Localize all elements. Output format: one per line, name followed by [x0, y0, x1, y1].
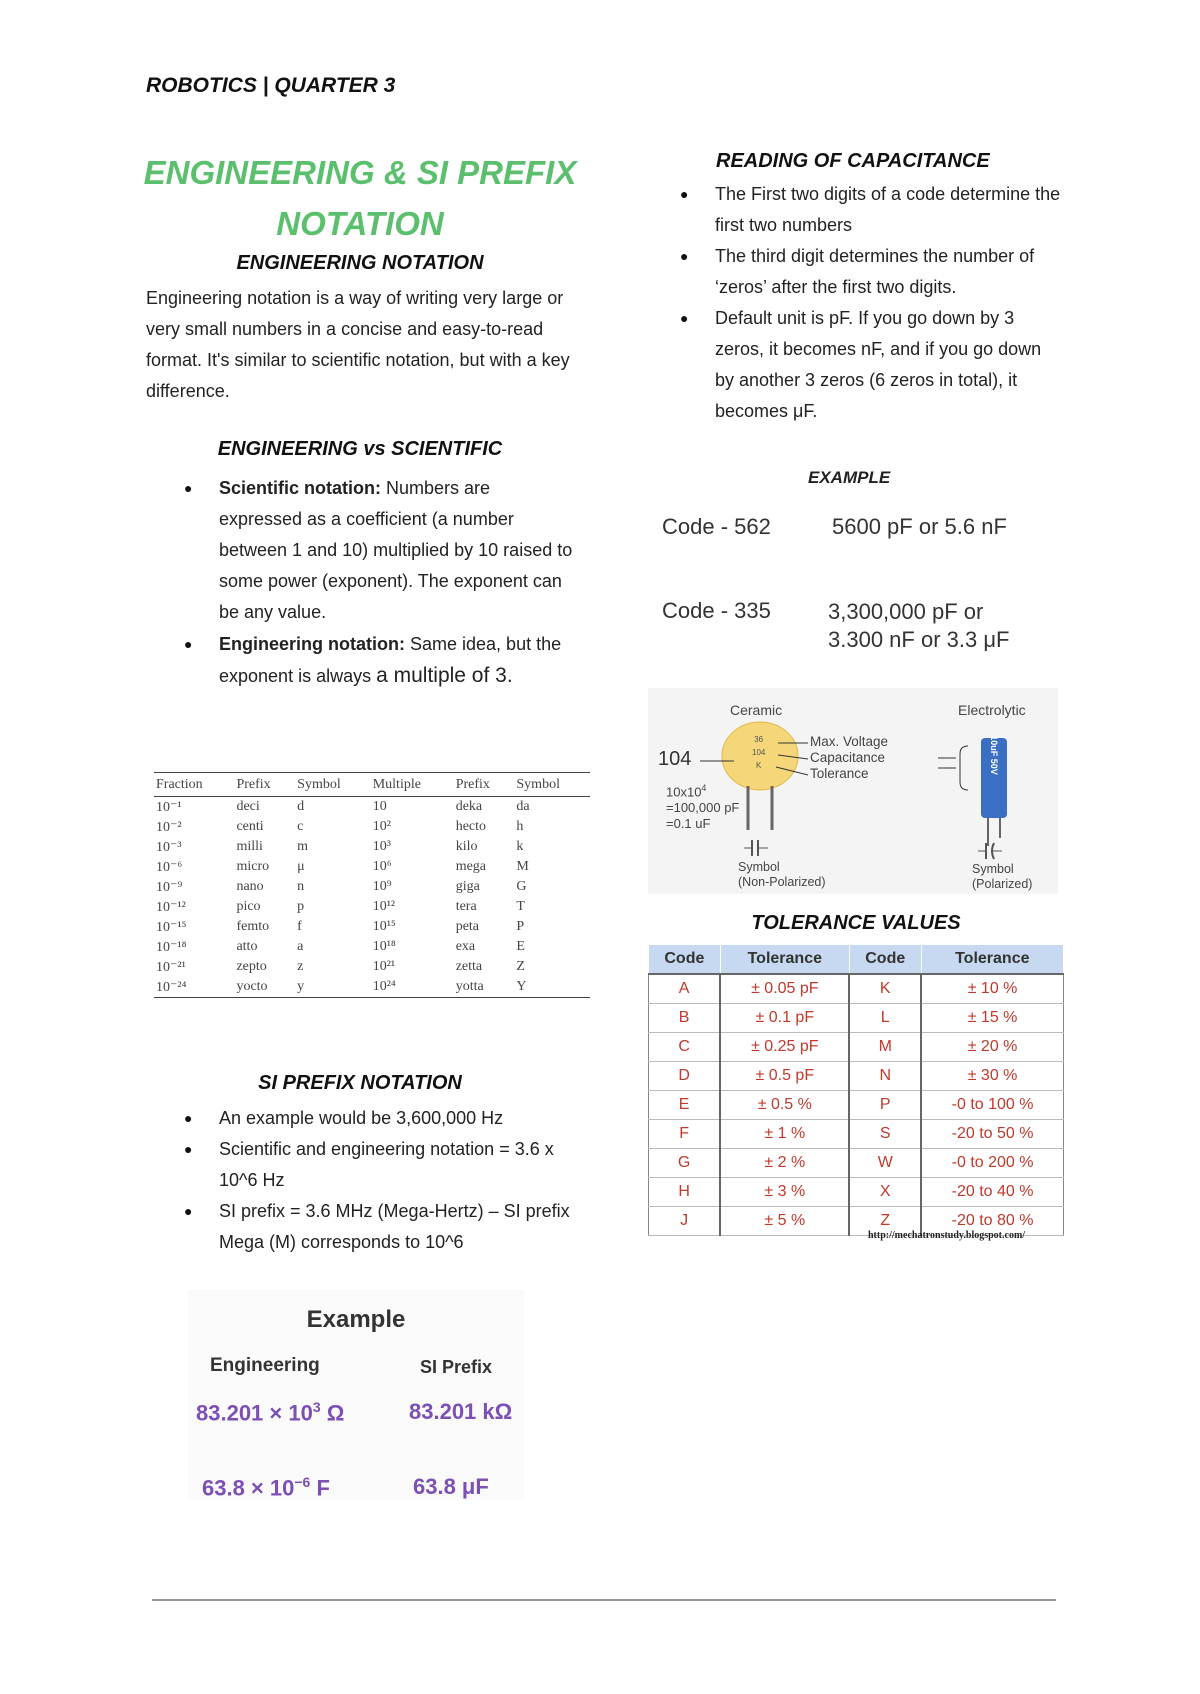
electrolytic-label: Electrolytic [958, 702, 1026, 718]
prefix-table-cell: kilo [455, 839, 478, 854]
prefix-table-cell: 10¹² [372, 899, 396, 914]
vs-item-bold: Engineering notation: [219, 634, 405, 654]
cap-code-1: Code - 562 [662, 514, 771, 539]
table-row [154, 897, 590, 917]
tolerance-table-cell: ± 3 % [720, 1178, 849, 1207]
prefix-table-cell: m [297, 839, 309, 854]
tolerance-table-cell: -20 to 80 % [921, 1207, 1063, 1236]
cap-list [715, 179, 1065, 427]
prefix-table-cell: 10³ [372, 839, 391, 854]
disc-marking: K [756, 761, 762, 770]
main-title [140, 147, 580, 249]
footer-rule [152, 1599, 1056, 1601]
tolerance-table-cell: ± 15 % [921, 1004, 1063, 1033]
prefix-table-cell: Z [516, 959, 525, 974]
prefix-table-cell: 10⁻¹⁸ [156, 939, 187, 955]
tolerance-table-cell: ± 0.5 pF [720, 1062, 849, 1091]
prefix-table-cell: tera [455, 899, 477, 914]
tolerance-table-cell: E [649, 1091, 721, 1120]
tolerance-table-cell: B [649, 1004, 721, 1033]
prefix-table-cell: p [297, 899, 305, 914]
part-label: Max. Voltage [810, 734, 889, 749]
prefix-table [154, 772, 590, 998]
prefix-table-cell: T [516, 899, 525, 914]
tolerance-table-cell: ± 0.5 % [720, 1091, 849, 1120]
formula-line [666, 780, 739, 800]
cap-value-line: 3.300 nF or 3.3 μF [828, 627, 1010, 652]
ceramic-code: 104 [658, 748, 692, 770]
table-row [154, 857, 590, 877]
si-item: ● SI prefix = 3.6 MHz (Mega-Hertz) – SI prefix Mega (M) corresponds to 10^6 [219, 1196, 574, 1258]
prefix-table-cell: 10²¹ [372, 959, 396, 974]
tolerance-table-cell: ± 30 % [921, 1062, 1063, 1091]
prefix-table-cell: da [516, 799, 530, 814]
table-row [154, 977, 590, 997]
prefix-table-cell: 10⁻² [156, 819, 182, 835]
prefix-table-cell: 10⁻¹² [156, 899, 186, 915]
table-row [649, 1062, 1064, 1091]
cap-example-heading: EXAMPLE [808, 468, 891, 487]
prefix-table-cell: μ [297, 859, 305, 874]
vs-item-scientific [219, 473, 574, 628]
table-row [154, 917, 590, 937]
prefix-table-cell: milli [236, 839, 263, 854]
tolerance-table-cell: G [649, 1149, 721, 1178]
table-row [154, 937, 590, 957]
tolerance-table-header: Tolerance [720, 945, 849, 975]
prefix-table-cell: 10⁻⁶ [156, 859, 183, 875]
prefix-table-header: Fraction [154, 773, 234, 797]
symbol-label-line: Symbol [738, 860, 780, 874]
prefix-table-cell: Y [516, 979, 527, 994]
prefix-table-cell: 10⁹ [372, 879, 392, 894]
tolerance-table-cell: F [649, 1120, 721, 1149]
tolerance-table-cell: ± 10 % [921, 974, 1063, 1004]
tolerance-source-url: http://mechatronstudy.blogspot.com/ [868, 1230, 1026, 1241]
prefix-table-cell: 10⁻¹ [156, 799, 182, 815]
tolerance-table-header: Code [649, 945, 721, 975]
table-row [649, 1149, 1064, 1178]
prefix-table-cell: deci [236, 799, 260, 814]
capacitor-diagram [648, 688, 1058, 894]
table-row [649, 1004, 1064, 1033]
prefix-table-cell: femto [236, 919, 270, 934]
vs-item-emphasis: a multiple of 3. [376, 664, 513, 687]
prefix-table-cell: d [297, 799, 305, 814]
tolerance-table-cell: ± 0.1 pF [720, 1004, 849, 1033]
cap-item: ● The third digit determines the number of ‘zeros’ after the first two digits. [715, 241, 1065, 303]
eng-base: 63.8 × 10 [202, 1475, 295, 1501]
table-row [154, 877, 590, 897]
part-label: Capacitance [810, 750, 886, 765]
tolerance-table-cell: P [849, 1091, 921, 1120]
disc-marking: 104 [752, 748, 766, 757]
prefix-table-cell: y [297, 979, 305, 994]
eng-heading: ENGINEERING NOTATION [236, 252, 484, 274]
prefix-table-cell: pico [236, 899, 261, 914]
prefix-table-cell: G [516, 879, 527, 894]
example-eng-value-1 [196, 1399, 344, 1426]
table-row [649, 1033, 1064, 1062]
formula-line: =100,000 pF [666, 800, 740, 816]
tolerance-table-cell: W [849, 1149, 921, 1178]
prefix-table-cell: 10²⁴ [372, 979, 396, 994]
table-row [154, 957, 590, 977]
prefix-table-cell: 10¹⁵ [372, 919, 396, 934]
prefix-table-cell: k [516, 839, 524, 854]
prefix-table-header: Symbol [514, 773, 590, 797]
tolerance-table-cell: D [649, 1062, 721, 1091]
prefix-table-cell: nano [236, 879, 264, 894]
tolerance-table-cell: Z [849, 1207, 921, 1236]
vs-item-engineering [219, 628, 574, 692]
prefix-table-cell: 10² [372, 819, 391, 834]
tol-heading: TOLERANCE VALUES [751, 912, 961, 934]
symbol-p-label [972, 862, 1032, 892]
disc-marking: 36 [754, 735, 764, 744]
prefix-table-cell: 10⁻²⁴ [156, 979, 187, 995]
prefix-table-cell: E [516, 939, 525, 954]
cap-heading: READING OF CAPACITANCE [716, 150, 990, 172]
eng-paragraph: Engineering notation is a way of writing very large or very small numbers in a concise and easy-to-read format. It's similar to scientific notation, but with a key difference. [146, 288, 570, 401]
tolerance-table-cell: X [849, 1178, 921, 1207]
vs-heading: ENGINEERING vs SCIENTIFIC [217, 438, 503, 460]
cap-item: ● The First two digits of a code determine the first two numbers [715, 179, 1065, 241]
prefix-table-header: Multiple [371, 773, 454, 797]
symbol-label-line: (Non-Polarized) [738, 875, 826, 889]
eng-exponent: 3 [312, 1399, 321, 1415]
prefix-table-header: Symbol [295, 773, 371, 797]
prefix-table-cell: atto [236, 939, 258, 954]
table-row [154, 797, 590, 818]
symbol-label-line: Symbol [972, 862, 1014, 876]
eng-unit: F [310, 1475, 330, 1501]
cap-value-2 [828, 598, 1009, 654]
table-row [649, 1178, 1064, 1207]
tolerance-table-header: Tolerance [921, 945, 1063, 975]
ceramic-label: Ceramic [730, 702, 783, 718]
tolerance-table-cell: K [849, 974, 921, 1004]
cap-value-1: 5600 pF or 5.6 nF [832, 514, 1007, 539]
prefix-table-cell: micro [236, 859, 270, 874]
table-row [649, 1120, 1064, 1149]
formula-line: =0.1 uF [666, 816, 711, 832]
prefix-table-cell: a [297, 939, 304, 954]
tolerance-table-cell: -0 to 100 % [921, 1091, 1063, 1120]
prefix-table-header: Prefix [454, 773, 515, 797]
vs-item-bold: Scientific notation: [219, 478, 381, 498]
prefix-table-cell: peta [455, 919, 480, 934]
si-list [219, 1103, 574, 1258]
prefix-table-cell: 10⁻²¹ [156, 959, 186, 975]
table-row [649, 1091, 1064, 1120]
cap-code-2: Code - 335 [662, 598, 771, 623]
vs-list [219, 473, 574, 692]
prefix-table-cell: 10⁻³ [156, 839, 182, 855]
tolerance-table-cell: -20 to 50 % [921, 1120, 1063, 1149]
main-title-line1: ENGINEERING & SI PREFIX [143, 154, 577, 191]
eng-base: 83.201 × 10 [196, 1400, 313, 1426]
prefix-table-cell: zetta [455, 959, 483, 974]
prefix-table-cell: 10⁶ [372, 859, 392, 874]
prefix-table-cell: yotta [455, 979, 484, 994]
tolerance-table-cell: ± 2 % [720, 1149, 849, 1178]
part-label: Tolerance [810, 766, 869, 781]
tolerance-table-cell: -0 to 200 % [921, 1149, 1063, 1178]
tolerance-table-cell: ± 0.05 pF [720, 974, 849, 1004]
prefix-table-cell: yocto [236, 979, 268, 994]
prefix-table-cell: deka [455, 799, 483, 814]
prefix-table-cell: giga [455, 879, 480, 894]
tolerance-table-cell: L [849, 1004, 921, 1033]
prefix-table-cell: M [516, 859, 529, 874]
tolerance-table-cell: C [649, 1033, 721, 1062]
prefix-table-cell: centi [236, 819, 264, 834]
disc-markings [752, 733, 765, 772]
prefix-table-cell: exa [455, 939, 476, 954]
symbol-label-line: (Polarized) [972, 877, 1033, 891]
prefix-table-cell: c [297, 819, 304, 834]
page-header: ROBOTICS | QUARTER 3 [146, 74, 396, 97]
main-title-line2: NOTATION [276, 205, 444, 242]
tolerance-table-header: Code [849, 945, 921, 975]
example-col-si: SI Prefix [420, 1357, 493, 1377]
cap-value-line: 3,300,000 pF or [828, 599, 984, 624]
tolerance-table-cell: J [649, 1207, 721, 1236]
prefix-table-cell: h [516, 819, 524, 834]
vs-item-text: Numbers are expressed as a coefficient (a number between 1 and 10) multiplied by 10 raised to some power (exponent). The exponent can be any value. [219, 478, 573, 622]
eng-exponent: −6 [294, 1474, 311, 1490]
table-row [154, 817, 590, 837]
prefix-table-cell: P [516, 919, 525, 934]
formula-base: 10x10 [666, 784, 702, 800]
prefix-table-cell: z [297, 959, 304, 974]
tolerance-table-cell: M [849, 1033, 921, 1062]
prefix-table-cell: hecto [455, 819, 487, 834]
vs-item-text: Same idea, but the exponent is always [219, 634, 562, 686]
tolerance-table-cell: A [649, 974, 721, 1004]
si-item: ● An example would be 3,600,000 Hz [219, 1103, 574, 1134]
example-eng-value-2 [202, 1474, 330, 1501]
prefix-table-header: Prefix [234, 773, 295, 797]
tolerance-table-cell: ± 5 % [720, 1207, 849, 1236]
table-row [649, 974, 1064, 1004]
prefix-table-cell: 10¹⁸ [372, 939, 396, 954]
prefix-table-cell: mega [455, 859, 487, 874]
tolerance-table-cell: ± 20 % [921, 1033, 1063, 1062]
table-row [154, 837, 590, 857]
tolerance-table-cell: H [649, 1178, 721, 1207]
code-formula [666, 780, 739, 832]
example-si-value-2: 63.8 μF [413, 1474, 489, 1499]
prefix-table-cell: 10 [372, 799, 387, 814]
tolerance-table-cell: -20 to 40 % [921, 1178, 1063, 1207]
cap-item: ● Default unit is pF. If you go down by 3 zeros, it becomes nF, and if you go down by another 3 zeros (6 zeros in total), it becomes μF. [715, 303, 1065, 427]
eng-unit: Ω [320, 1400, 345, 1426]
si-item: ● Scientific and engineering notation = 3.6 x 10^6 Hz [219, 1134, 574, 1196]
prefix-table-cell: f [297, 919, 302, 934]
prefix-table-cell: n [297, 879, 305, 894]
electrolytic-bracket [960, 746, 968, 790]
tolerance-table-cell: ± 1 % [720, 1120, 849, 1149]
example-col-engineering: Engineering [210, 1355, 320, 1376]
ceramic-part-labels [810, 734, 888, 782]
si-heading: SI PREFIX NOTATION [258, 1072, 462, 1094]
electrolytic-marking: 10uF 50V [989, 735, 999, 775]
prefix-table-cell: zepto [236, 959, 267, 974]
prefix-table-cell: 10⁻⁹ [156, 879, 183, 895]
tolerance-table-cell: S [849, 1120, 921, 1149]
example-title: Example [306, 1306, 406, 1333]
formula-exponent: 4 [701, 783, 707, 793]
prefix-table-cell: 10⁻¹⁵ [156, 919, 187, 935]
tolerance-table [648, 944, 1064, 1236]
tolerance-table-cell: ± 0.25 pF [720, 1033, 849, 1062]
tolerance-table-cell: N [849, 1062, 921, 1091]
example-si-value-1: 83.201 kΩ [409, 1399, 513, 1424]
symbol-np-label [738, 860, 826, 890]
